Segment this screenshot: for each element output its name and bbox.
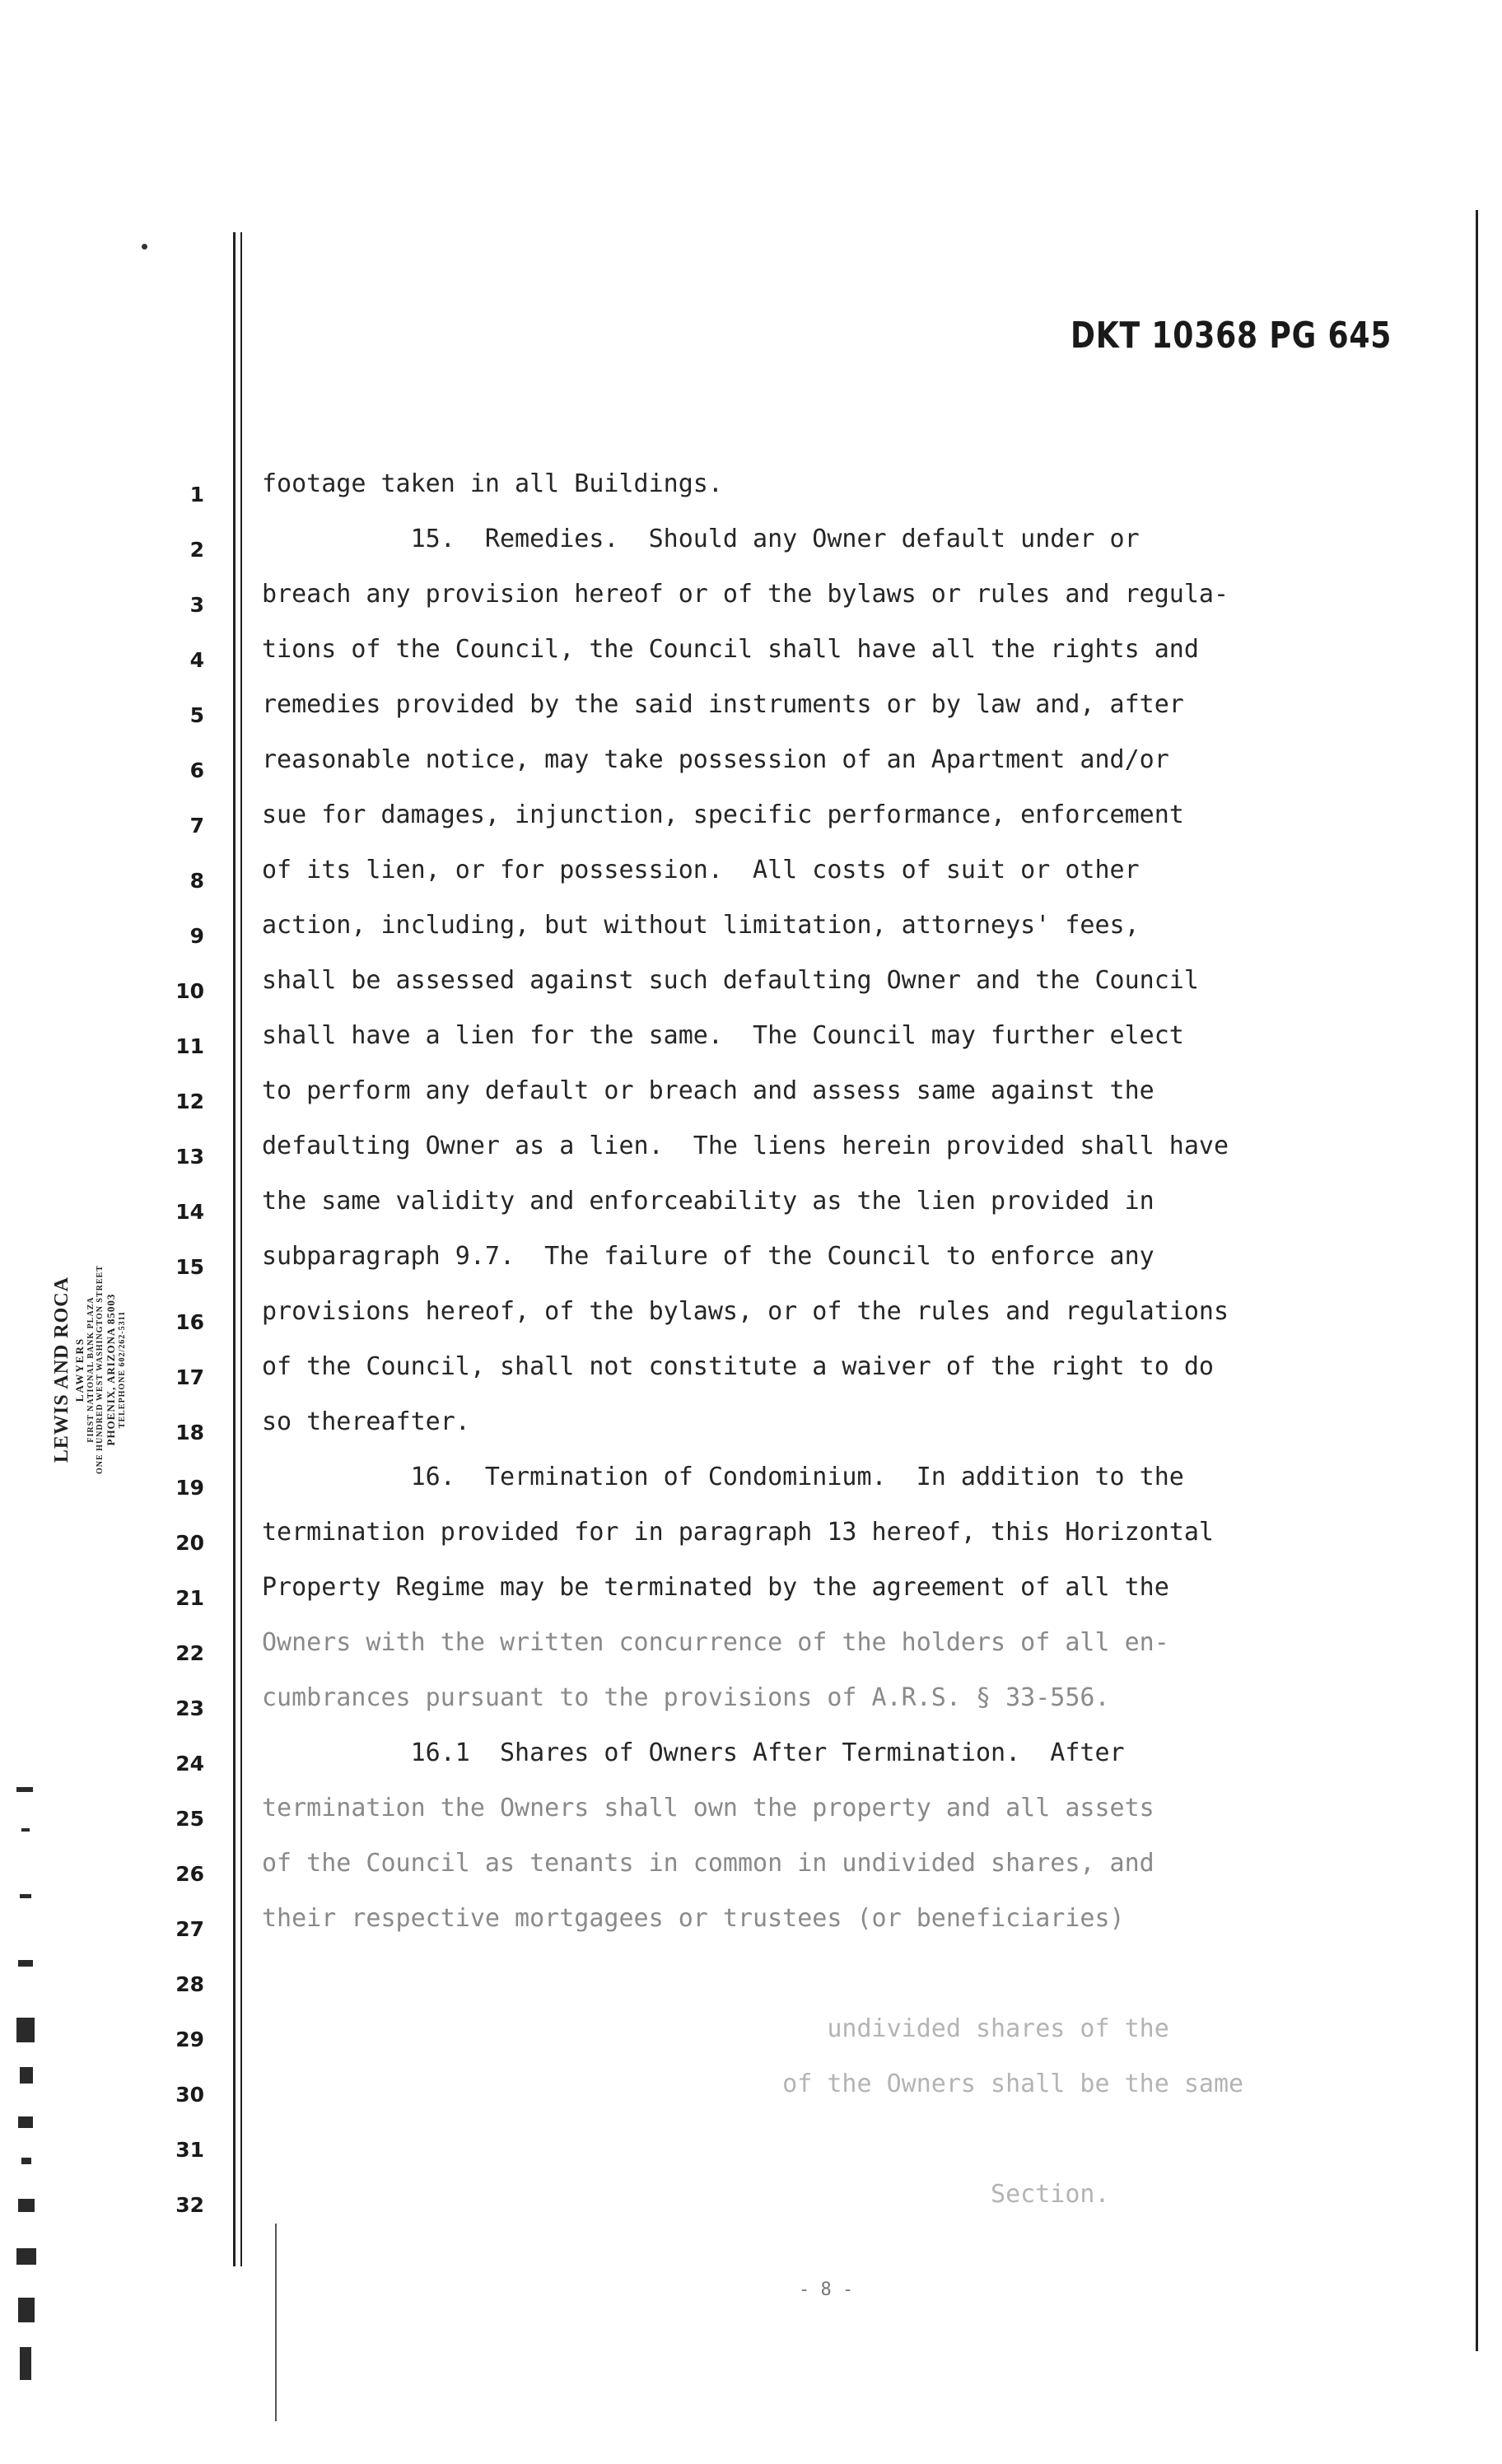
line-number: 2 bbox=[189, 538, 204, 562]
line-number: 22 bbox=[175, 1641, 204, 1665]
text-line bbox=[262, 1959, 946, 1989]
line-number: 29 bbox=[175, 2028, 204, 2051]
left-margin-rule bbox=[233, 232, 236, 2266]
line-number: 10 bbox=[175, 979, 204, 1003]
text-line: Property Regime may be terminated by the agreement of all the bbox=[262, 1573, 1169, 1602]
firm-subtitle: LAWYERS bbox=[73, 1337, 86, 1402]
line-number: 5 bbox=[189, 703, 204, 727]
firm-address-line: ONE HUNDRED WEST WASHINGTON STREET bbox=[96, 1265, 105, 1474]
text-line: the same validity and enforceability as the lien provided in bbox=[262, 1187, 1154, 1216]
text-line bbox=[262, 2125, 1184, 2154]
line-number: 23 bbox=[175, 1696, 204, 1720]
firm-phone: TELEPHONE 602/262-5311 bbox=[118, 1310, 127, 1429]
text-line: 16. Termination of Condominium. In addition to the bbox=[262, 1463, 1184, 1491]
text-line: sue for damages, injunction, specific performance, enforcement bbox=[262, 800, 1184, 829]
page-number: - 8 - bbox=[799, 2280, 854, 2300]
text-line: provisions hereof, of the bylaws, or of the rules and regulations bbox=[262, 1297, 1229, 1326]
text-line: shall have a lien for the same. The Council may further elect bbox=[262, 1021, 1184, 1050]
line-number: 9 bbox=[189, 924, 204, 948]
text-line: their respective mortgagees or trustees (or beneficiaries) bbox=[262, 1904, 1125, 1933]
law-firm-letterhead bbox=[51, 1265, 127, 1474]
line-number: 26 bbox=[175, 1862, 204, 1886]
line-number: 15 bbox=[175, 1255, 204, 1279]
line-number: 14 bbox=[175, 1200, 204, 1224]
text-line: to perform any default or breach and assess same against the bbox=[262, 1076, 1154, 1105]
line-number: 28 bbox=[175, 1972, 204, 1996]
text-line: shall be assessed against such defaulting Owner and the Council bbox=[262, 966, 1199, 995]
line-number: 25 bbox=[175, 1807, 204, 1831]
line-number: 20 bbox=[175, 1531, 204, 1555]
text-line: of the Council, shall not constitute a waiver of the right to do bbox=[262, 1352, 1214, 1381]
line-number: 27 bbox=[175, 1917, 204, 1941]
line-number: 4 bbox=[189, 648, 204, 672]
text-line: footage taken in all Buildings. bbox=[262, 469, 723, 498]
text-line: undivided shares of the bbox=[262, 2014, 1169, 2043]
line-number: 12 bbox=[175, 1090, 204, 1113]
firm-name: LEWIS AND ROCA bbox=[51, 1276, 72, 1463]
text-line: subparagraph 9.7. The failure of the Council to enforce any bbox=[262, 1242, 1154, 1271]
line-number: 24 bbox=[175, 1752, 204, 1776]
text-line: of its lien, or for possession. All costs of suit or other bbox=[262, 856, 1140, 884]
line-number: 13 bbox=[175, 1145, 204, 1169]
firm-address-line: FIRST NATIONAL BANK PLAZA bbox=[86, 1296, 96, 1443]
line-number: 18 bbox=[175, 1421, 204, 1444]
text-line: Owners with the written concurrence of the holders of all en- bbox=[262, 1628, 1169, 1657]
text-line: termination the Owners shall own the property and all assets bbox=[262, 1794, 1154, 1822]
scan-artifacts bbox=[0, 1771, 66, 2413]
text-line: defaulting Owner as a lien. The liens herein provided shall have bbox=[262, 1132, 1229, 1160]
line-number: 17 bbox=[175, 1365, 204, 1389]
line-number: 16 bbox=[175, 1310, 204, 1334]
line-number: 1 bbox=[189, 483, 204, 506]
recording-stamp: DKT 10368 PG 645 bbox=[1071, 315, 1392, 357]
text-line: remedies provided by the said instruments or by law and, after bbox=[262, 690, 1184, 719]
line-number: 8 bbox=[189, 869, 204, 893]
text-line: of the Council as tenants in common in undivided shares, and bbox=[262, 1849, 1154, 1878]
text-line: so thereafter. bbox=[262, 1407, 470, 1436]
text-line: termination provided for in paragraph 13 hereof, this Horizontal bbox=[262, 1518, 1214, 1547]
line-number: 6 bbox=[189, 758, 204, 782]
line-number: 32 bbox=[175, 2193, 204, 2217]
text-line: 15. Remedies. Should any Owner default under or bbox=[262, 525, 1140, 553]
text-line: cumbrances pursuant to the provisions of A.R.S. § 33-556. bbox=[262, 1683, 1110, 1712]
text-line: 16.1 Shares of Owners After Termination. After bbox=[262, 1738, 1125, 1767]
line-number: 21 bbox=[175, 1586, 204, 1610]
text-line: of the Owners shall be the same bbox=[262, 2070, 1244, 2098]
line-number: 31 bbox=[175, 2138, 204, 2162]
text-line: reasonable notice, may take possession of an Apartment and/or bbox=[262, 745, 1169, 774]
left-margin-rule-inner bbox=[240, 232, 242, 2266]
page-edge-rule bbox=[275, 2224, 277, 2421]
right-margin-rule bbox=[1476, 210, 1478, 2351]
firm-city: PHOENIX, ARIZONA 85003 bbox=[105, 1293, 117, 1446]
line-number: 11 bbox=[175, 1034, 204, 1058]
line-number: 30 bbox=[175, 2083, 204, 2107]
line-number: 3 bbox=[189, 593, 204, 617]
text-line: action, including, but without limitation, attorneys' fees, bbox=[262, 911, 1140, 940]
line-number: 7 bbox=[189, 814, 204, 838]
line-number: 19 bbox=[175, 1476, 204, 1500]
speck-mark bbox=[142, 244, 147, 250]
text-line: breach any provision hereof or of the bylaws or rules and regula- bbox=[262, 580, 1229, 609]
text-line: Section. bbox=[262, 2180, 1110, 2209]
text-line: tions of the Council, the Council shall have all the rights and bbox=[262, 635, 1199, 664]
